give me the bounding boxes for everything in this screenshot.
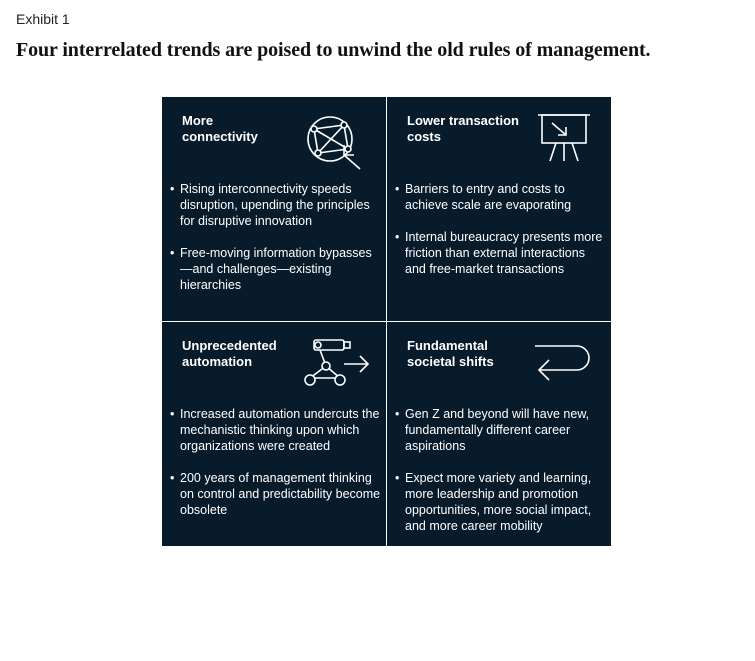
trends-grid xyxy=(162,97,611,546)
exhibit-title: Four interrelated trends are poised to unwind the old rules of management. xyxy=(16,39,651,61)
presentation-board-icon xyxy=(536,113,592,163)
quadrant-title xyxy=(407,338,527,370)
bullet-list xyxy=(170,181,384,309)
quadrant-title xyxy=(182,338,302,370)
bullet-item: • Rising interconnectivity speeds disruption, upending the principles for disruptive innovation xyxy=(170,181,384,229)
quadrant-title-line: Unprecedented xyxy=(182,338,277,353)
quadrant-more-connectivity xyxy=(162,97,386,321)
quadrant-lower-transaction-costs xyxy=(387,97,611,321)
quadrant-fundamental-societal-shifts xyxy=(387,322,611,546)
bullet-list xyxy=(170,406,384,534)
quadrant-title-line: Lower transaction xyxy=(407,113,519,128)
quadrant-title-line: costs xyxy=(407,129,441,144)
return-arrow-icon xyxy=(533,340,593,384)
bullet-item: • Free-moving information bypasses—and challenges—existing hierarchies xyxy=(170,245,384,293)
bullet-list xyxy=(395,181,609,293)
bullet-item: • Increased automation undercuts the mechanistic thinking upon which organizations were created xyxy=(170,406,384,454)
robotic-arm-icon xyxy=(300,338,372,388)
bullet-item: • Expect more variety and learning, more leadership and promotion opportunities, more social impact, and more career mobility xyxy=(395,470,609,534)
bullet-item: • Barriers to entry and costs to achieve scale are evaporating xyxy=(395,181,609,213)
connectivity-network-icon xyxy=(304,115,364,171)
bullet-item: • Internal bureaucracy presents more friction than external interactions and free-market transactions xyxy=(395,229,609,277)
bullet-list xyxy=(395,406,609,550)
quadrant-title xyxy=(407,113,527,145)
quadrant-unprecedented-automation xyxy=(162,322,386,546)
bullet-item: • 200 years of management thinking on control and predictability become obsolete xyxy=(170,470,384,518)
bullet-item: • Gen Z and beyond will have new, fundamentally different career aspirations xyxy=(395,406,609,454)
quadrant-title-line: More xyxy=(182,113,214,128)
quadrant-title-line: Fundamental xyxy=(407,338,488,353)
quadrant-title-line: connectivity xyxy=(182,129,258,144)
quadrant-title-line: automation xyxy=(182,354,253,369)
exhibit-label: Exhibit 1 xyxy=(16,11,70,27)
quadrant-title xyxy=(182,113,302,145)
quadrant-title-line: societal shifts xyxy=(407,354,494,369)
